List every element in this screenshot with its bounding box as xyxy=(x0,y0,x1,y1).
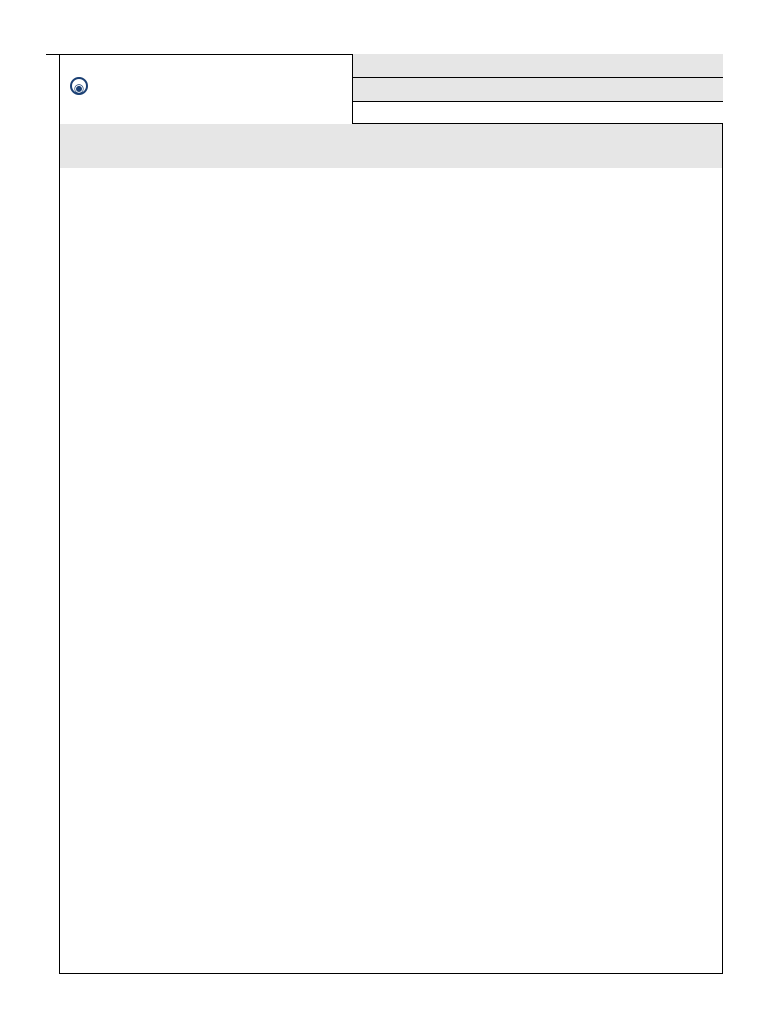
aspentech-logo xyxy=(70,76,90,100)
report-sheet xyxy=(59,54,723,974)
title-band xyxy=(60,124,722,168)
case-name-box xyxy=(352,54,723,78)
date-time-box xyxy=(352,102,723,124)
row-number-column xyxy=(46,54,59,55)
logo-ring-icon: ◉ xyxy=(70,77,88,95)
unit-set-box xyxy=(352,78,723,102)
